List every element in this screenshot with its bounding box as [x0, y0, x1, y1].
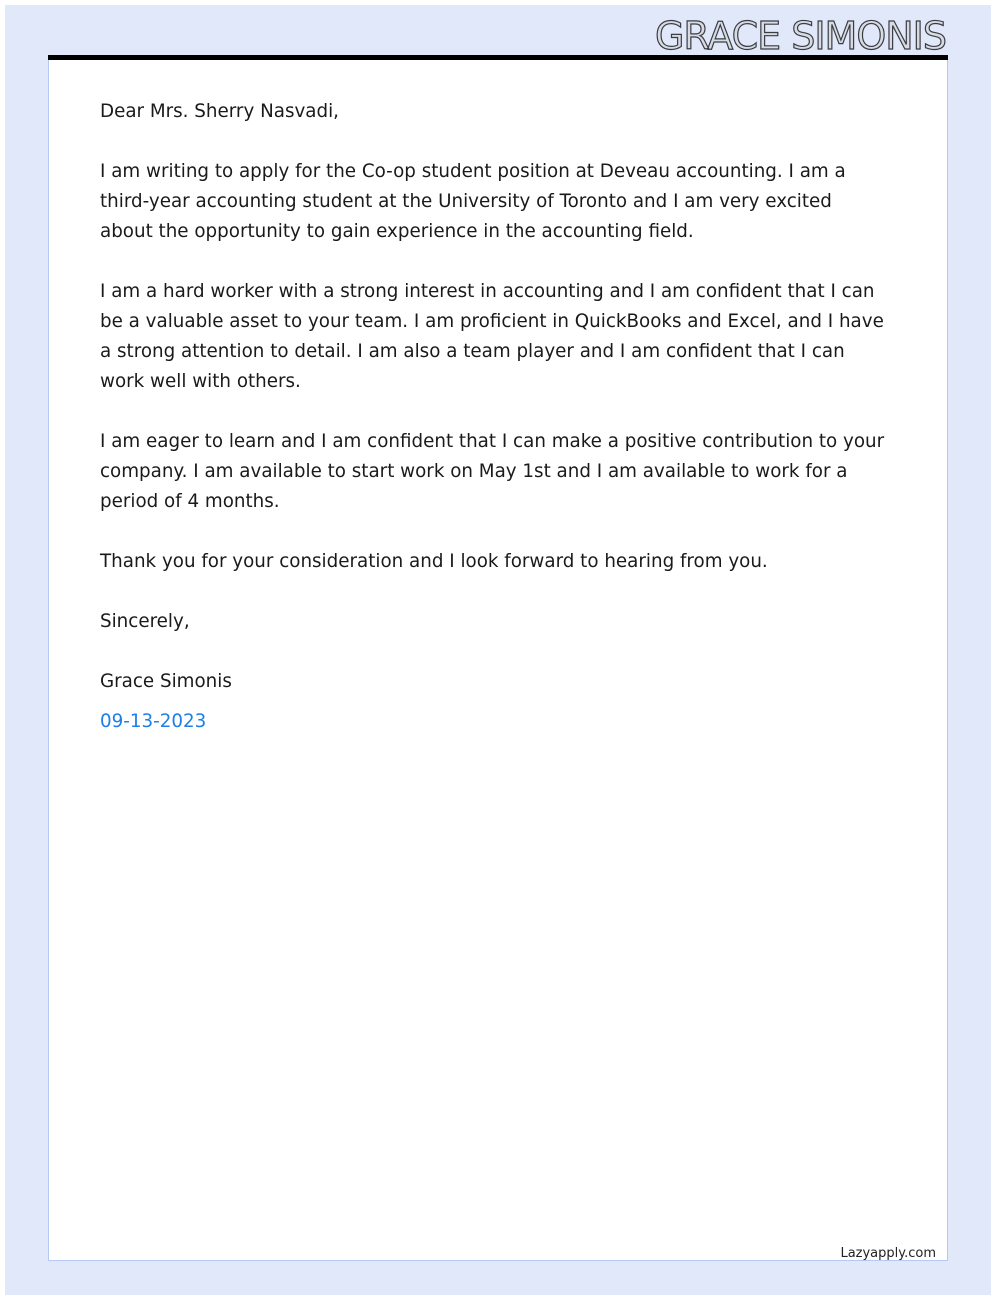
- closing: Sincerely,: [100, 611, 190, 632]
- salutation: Dear Mrs. Sherry Nasvadi,: [100, 101, 339, 122]
- signature: Grace Simonis: [100, 671, 232, 692]
- paragraph: I am eager to learn and I am confident that I can make a positive contribution to your company. I am available to start work on May 1st and I am available to work for a period of 4 months.: [100, 431, 885, 512]
- letter-body: [100, 97, 890, 767]
- paragraph: I am a hard worker with a strong interest in accounting and I am confident that I can be a valuable asset to your team. I am proficient in QuickBooks and Excel, and I have a strong attention to detail. I am also a team player and I am confident that I can work well with others.: [100, 281, 884, 392]
- applicant-name-heading: GRACE SIMONIS: [654, 14, 946, 58]
- footer-brand: Lazyapply.com: [840, 1246, 936, 1261]
- paragraph: Thank you for your consideration and I look forward to hearing from you.: [100, 551, 768, 572]
- paragraph: I am writing to apply for the Co-op student position at Deveau accounting. I am a third-year accounting student at the University of Toronto and I am very excited about the opportunity to gain experience in the accounting field.: [100, 161, 846, 242]
- letter-date: 09-13-2023: [100, 711, 207, 732]
